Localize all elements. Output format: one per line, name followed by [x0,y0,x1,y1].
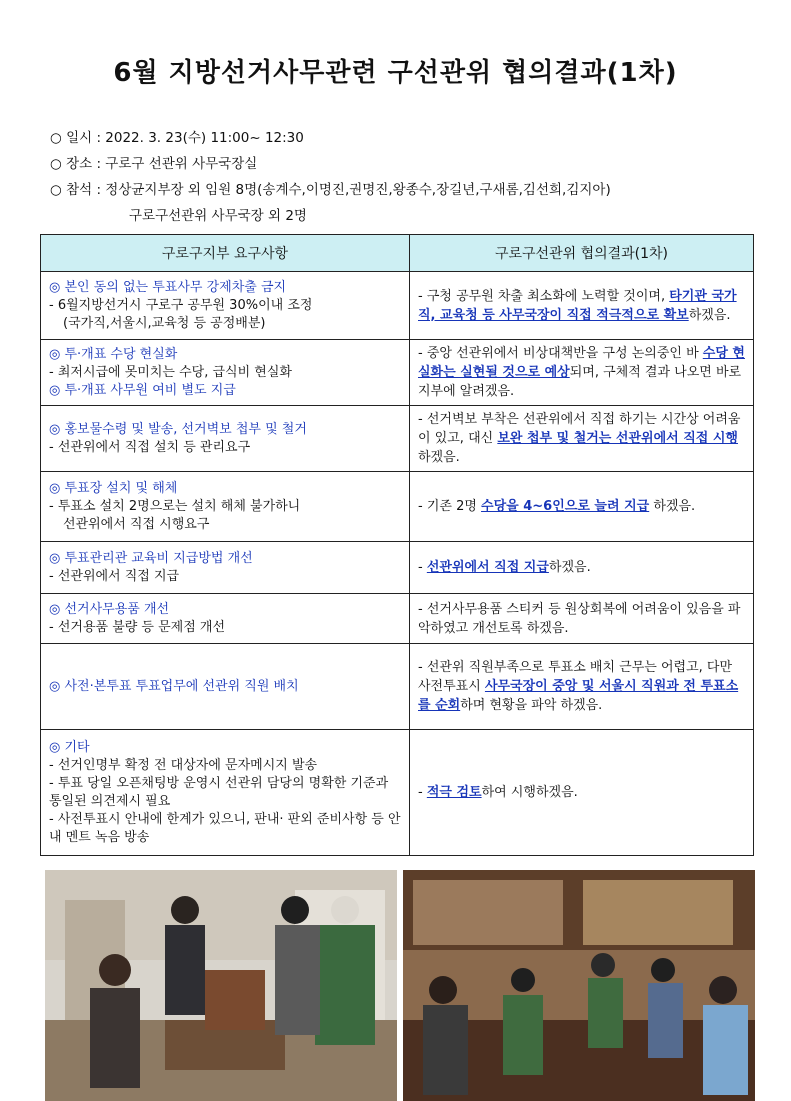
result-highlight: 사무국장이 중앙 및 서울시 직원과 전 투표소를 순회 [418,679,739,713]
result-text-end: 하겠음. [418,450,460,465]
result-highlight: 보완 첩부 및 철거는 선관위에서 직접 시행 [497,431,738,446]
result-text-end: 하겠음. [688,307,731,323]
meeting-attendees-2: 구로구선관위 사무국장 외 2명 [129,208,307,224]
meeting-place: ○ 장소 : 구로구 선관위 사무국장실 [50,156,258,172]
request-detail: - 투표소 설치 2명으로는 설치 해체 불가하니 [49,498,301,514]
request-detail: - 최저시급에 못미치는 수당, 급식비 현실화 [49,364,292,380]
meeting-photo-right [403,870,755,1101]
request-detail: - 투표 당일 오픈채팅방 운영시 선관위 담당의 명확한 기준과 통일된 의견제시 필요 [49,775,389,809]
request-detail: - 선관위에서 직접 설치 등 관리요구 [49,439,251,455]
request-detail: - 선거용품 불량 등 문제점 개선 [49,619,226,635]
request-heading: ◎ 투표관리관 교육비 지급방법 개선 [49,550,253,566]
result-text-end: 하겠음. [649,499,696,514]
request-detail: - 사전투표시 안내에 한계가 있으니, 판내· 판외 준비사항 등 안내 멘트 녹음 방송 [49,811,401,845]
header-results: 구로구선관위 협의결과(1차) [410,235,754,272]
table-row [41,542,754,594]
result-text-end: 하겠음. [548,560,591,575]
result-text-end: 하여 시행하겠음. [481,785,578,800]
request-cell [41,542,410,594]
request-detail: - 6월지방선거시 구로구 공무원 30%이내 조정 [49,297,313,313]
result-text: - 중앙 선관위에서 비상대책반을 구성 논의중인 바 [418,346,703,361]
result-text: - 선거사무용품 스티커 등 원상회복에 어려움이 있음을 파악하였고 개선토록 하겠음. [418,601,741,636]
meeting-attendees: ○ 참석 : 정상균지부장 외 임원 8명(송계수,이명진,권명진,왕종수,장길년,구새롬,김선희,김지아) [50,182,611,198]
request-cell [41,644,410,730]
request-cell [41,340,410,406]
result-cell [410,340,754,406]
table-row [41,340,754,406]
request-heading: ◎ 투·개표 사무원 여비 별도 지급 [49,382,236,398]
result-highlight: 적극 검토 [426,785,482,800]
result-highlight: 타기관 국가직, 교육청 등 사무국장이 직접 적극적으로 확보 [418,288,737,323]
request-heading: ◎ 본인 동의 없는 투표사무 강제차출 금지 [49,279,287,295]
result-highlight: 수당을 4~6인으로 늘려 지급 [481,499,650,514]
request-detail: - 선관위에서 직접 지급 [49,568,180,584]
meeting-date: ○ 일시 : 2022. 3. 23(수) 11:00~ 12:30 [50,130,304,146]
result-cell [410,644,754,730]
result-text: - 구청 공무원 차출 최소화에 노력할 것이며, [418,288,670,304]
request-cell [41,272,410,340]
request-detail: (국가직,서울시,교육청 등 공정배분) [63,315,266,331]
request-heading: ◎ 투·개표 수당 현실화 [49,346,178,362]
request-heading: ◎ 투표장 설치 및 해체 [49,480,178,496]
result-text: - [418,560,427,575]
request-cell [41,730,410,856]
header-requests: 구로구지부 요구사항 [41,235,410,272]
result-cell [410,472,754,542]
result-text-end: 하며 현황을 파악 하겠음. [460,698,603,713]
request-detail: - 선거인명부 확정 전 대상자에 문자메시지 발송 [49,757,318,773]
table-row [41,594,754,644]
request-detail: 선관위에서 직접 시행요구 [63,516,210,532]
result-cell [410,594,754,644]
request-heading: ◎ 선거사무용품 개선 [49,601,170,617]
request-cell [41,594,410,644]
result-text: - [418,785,427,800]
table-row [41,406,754,472]
result-text-end: 되며, 구체적 결과 나오면 바로 지부에 알려겠음. [418,365,742,399]
table-row [41,272,754,340]
request-heading: ◎ 사전·본투표 투표업무에 선관위 직원 배치 [49,678,299,694]
agreement-table [40,234,754,856]
result-cell [410,542,754,594]
meeting-photo-left [45,870,397,1101]
result-cell [410,406,754,472]
result-cell [410,730,754,856]
result-highlight: 선관위에서 직접 지급 [426,560,549,575]
result-cell [410,272,754,340]
request-cell [41,406,410,472]
result-highlight: 수당 현실화는 실현될 것으로 예상 [418,346,745,380]
result-text: - 기존 2명 [418,499,482,514]
request-cell [41,472,410,542]
request-heading: ◎ 홍보물수령 및 발송, 선거벽보 첩부 및 철거 [49,421,307,437]
result-text: - 선관위 직원부족으로 투표소 배치 근무는 어렵고, 다만 사전투표시 [418,660,733,694]
request-heading: ◎ 기타 [49,739,90,755]
table-row [41,644,754,730]
table-row [41,730,754,856]
result-text: - 선거벽보 부착은 선관위에서 직접 하기는 시간상 어려움이 있고, 대신 [418,412,741,446]
page-title: 6월 지방선거사무관련 구선관위 협의결과(1차) [113,58,678,88]
table-row [41,472,754,542]
meeting-info [50,125,611,229]
